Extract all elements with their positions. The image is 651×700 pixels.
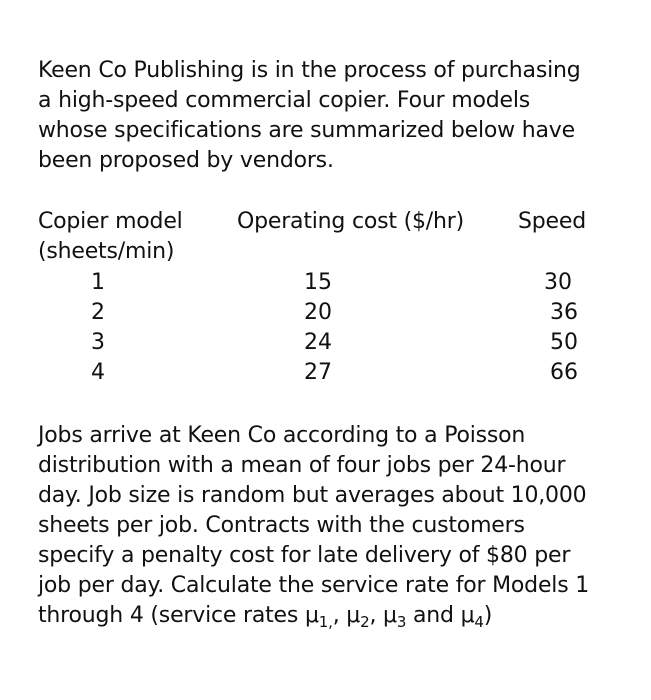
mu-subscript-1: 1, xyxy=(318,613,333,631)
table-row xyxy=(0,358,651,388)
speed-cell: 66 xyxy=(550,360,578,385)
mu-symbol: μ xyxy=(304,603,319,628)
intro-paragraph: Keen Co Publishing is in the process of purchasing a high-speed commercial copier. Four models whose specifications are summarized below have been proposed by vendors. xyxy=(38,58,581,173)
separator: , xyxy=(332,603,347,628)
cost-cell: 27 xyxy=(304,360,332,385)
model-cell: 4 xyxy=(91,360,105,385)
mu-subscript-3: 3 xyxy=(396,613,407,631)
mu-symbol: μ xyxy=(460,603,475,628)
conjunction: and xyxy=(406,603,461,628)
speed-cell: 36 xyxy=(550,300,578,325)
separator: , xyxy=(369,603,384,628)
column-header-speed: Speed xyxy=(518,209,586,234)
column-header-speed-unit: (sheets/min) xyxy=(38,239,175,264)
cost-cell: 15 xyxy=(304,270,332,295)
question-paragraph xyxy=(38,421,628,631)
model-cell: 2 xyxy=(91,300,105,325)
cost-cell: 24 xyxy=(304,330,332,355)
table-row xyxy=(0,298,651,328)
question-text: Jobs arrive at Keen Co according to a Poisson distribution with a mean of four jobs per 24-hour day. Job size is random but averages about 10,000 sheets per job. Contracts with the customers specify a penalty cost for late delivery of $80 per job per day. Calculate the service rate for Models 1 through 4 (service rates xyxy=(38,423,590,628)
mu-symbol: μ xyxy=(383,603,397,628)
model-cell: 1 xyxy=(91,270,105,295)
column-header-operating-cost: Operating cost ($/hr) xyxy=(237,209,464,234)
copier-specs-table xyxy=(0,268,651,388)
speed-cell: 30 xyxy=(544,270,572,295)
table-row xyxy=(0,268,651,298)
mu-subscript-2: 2 xyxy=(360,613,370,631)
mu-subscript-4: 4 xyxy=(474,613,484,631)
speed-cell: 50 xyxy=(550,330,578,355)
closing-paren: ) xyxy=(483,603,493,628)
mu-symbol: μ xyxy=(346,603,361,628)
table-row xyxy=(0,328,651,358)
model-cell: 3 xyxy=(91,330,105,355)
cost-cell: 20 xyxy=(304,300,332,325)
column-header-model: Copier model xyxy=(38,209,183,234)
